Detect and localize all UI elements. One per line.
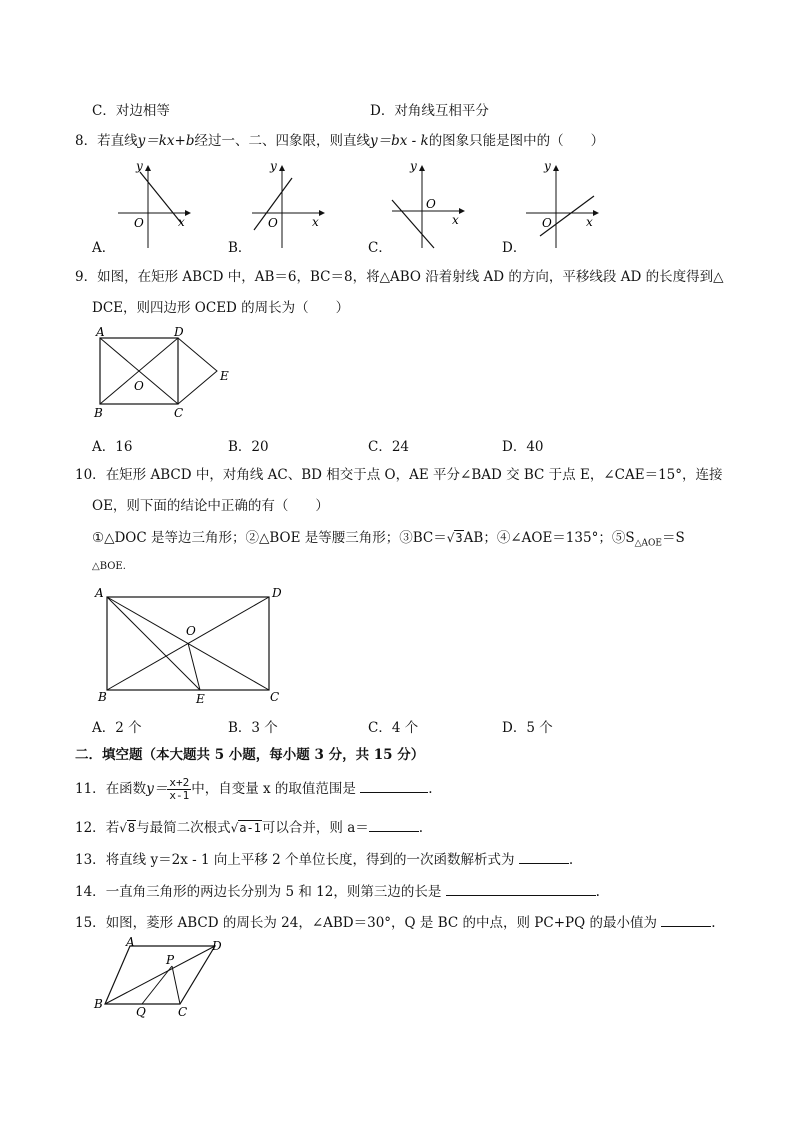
q8-option-c: C． bbox=[368, 240, 392, 256]
q15: 15．如图，菱形 ABCD 的周长为 24，∠ABD＝30°，Q 是 BC 的中点，则 PC+PQ 的最小值为 . bbox=[75, 915, 716, 931]
q9-figure bbox=[92, 325, 242, 423]
answer-blank[interactable] bbox=[446, 883, 596, 896]
label-b: B bbox=[98, 690, 107, 704]
axis-x-label: x bbox=[452, 213, 459, 227]
label-a: A bbox=[96, 325, 105, 339]
q8-stem: 8．若直线y＝kx+b经过一、二、四象限，则直线y＝bx - k的图象只能是图中的（ ） bbox=[75, 133, 605, 149]
q9-number: 9． bbox=[75, 269, 98, 285]
q9-stem-line1: 9．如图，在矩形 ABCD 中，AB＝6，BC＝8，将△ABO 沿着射线 AD 的方向，平移线段 AD 的长度得到△ bbox=[75, 269, 724, 285]
axis-x-label: x bbox=[178, 215, 185, 229]
q9-option-a: A．16 bbox=[92, 439, 133, 455]
origin-label: O bbox=[134, 216, 144, 230]
label-e: E bbox=[220, 369, 229, 383]
label-o: O bbox=[186, 624, 196, 638]
label-b: B bbox=[94, 406, 103, 420]
answer-blank[interactable] bbox=[369, 819, 419, 832]
segment-oe bbox=[188, 643, 200, 690]
triangle-dce-sides bbox=[178, 338, 217, 404]
q13: 13．将直线 y＝2x - 1 向上平移 2 个单位长度，得到的一次函数解析式为 . bbox=[75, 852, 574, 868]
q10-stem-line2: OE，则下面的结论中正确的有（ ） bbox=[92, 498, 329, 514]
answer-blank[interactable] bbox=[360, 780, 428, 793]
label-d: D bbox=[212, 939, 222, 953]
q9-stem-line2: DCE，则四边形 OCED 的周长为（ ） bbox=[92, 300, 350, 316]
fraction: $\frac{x+2}{x-1}$ bbox=[169, 776, 190, 802]
q8-graph-b bbox=[244, 158, 334, 253]
q14: 14．一直角三角形的两边长分别为 5 和 12，则第三边的长是 . bbox=[75, 884, 600, 900]
label-a: A bbox=[95, 586, 104, 600]
q9-option-b: B．20 bbox=[228, 439, 269, 455]
q8-graph-a bbox=[110, 158, 200, 253]
q7-option-c: C．对边相等 bbox=[92, 103, 170, 119]
label-a: A bbox=[126, 935, 135, 949]
q15-figure bbox=[90, 936, 240, 1021]
q10-option-a: A．2 个 bbox=[92, 720, 142, 736]
q10-option-d: D．5 个 bbox=[502, 720, 553, 736]
origin-label: O bbox=[426, 197, 436, 211]
label-d: D bbox=[272, 586, 282, 600]
q10-option-c: C．4 个 bbox=[368, 720, 419, 736]
q9-option-c: C．24 bbox=[368, 439, 410, 455]
q10-statements-cont: △BOE. bbox=[92, 561, 126, 572]
axis-y-label: y bbox=[410, 159, 417, 173]
axis-y-label: y bbox=[136, 159, 143, 173]
q8-option-b: B． bbox=[228, 240, 252, 256]
q8-option-a: A． bbox=[92, 240, 116, 256]
q10-statements: ①△DOC 是等边三角形；②△BOE 是等腰三角形；③BC＝√3AB；④∠AOE＝135°；$⑤S_{\triangle AOE}=S$ bbox=[92, 530, 685, 549]
q10-figure bbox=[92, 585, 292, 710]
q8-graph-c bbox=[384, 158, 474, 253]
label-d: D bbox=[174, 325, 184, 339]
segment-ae bbox=[107, 597, 200, 690]
origin-label: O bbox=[268, 216, 278, 230]
answer-blank[interactable] bbox=[661, 914, 711, 927]
axis-y-label: y bbox=[270, 159, 277, 173]
q10-option-b: B．3 个 bbox=[228, 720, 278, 736]
label-c: C bbox=[178, 1005, 188, 1019]
q8-graph-d bbox=[518, 158, 608, 253]
q8-number: 8． bbox=[75, 133, 98, 149]
diagonal-bd bbox=[105, 946, 215, 1004]
label-q: Q bbox=[136, 1005, 146, 1019]
section-2-title: 二．填空题（本大题共 5 小题，每小题 3 分，共 15 分） bbox=[75, 747, 425, 763]
segment-pq bbox=[142, 966, 172, 1004]
q8-option-d: D． bbox=[502, 240, 527, 256]
axis-x-label: x bbox=[312, 215, 319, 229]
axis-x-label: x bbox=[586, 215, 593, 229]
label-o: O bbox=[134, 379, 144, 393]
q11: 11．在函数y＝ $\frac{x+2}{x-1}$ 中，自变量 x 的取值范围是 . bbox=[75, 776, 433, 802]
q12: 12．若√8与最简二次根式√a-1可以合并，则 a＝ . bbox=[75, 820, 424, 836]
label-b: B bbox=[94, 997, 103, 1011]
q10-number: 10． bbox=[75, 467, 106, 483]
graph-line bbox=[140, 172, 182, 224]
label-p: P bbox=[166, 953, 175, 967]
label-e: E bbox=[196, 692, 205, 706]
q7-option-d: D．对角线互相平分 bbox=[370, 103, 489, 119]
origin-label: O bbox=[542, 216, 552, 230]
q9-option-d: D．40 bbox=[502, 439, 544, 455]
label-c: C bbox=[270, 690, 280, 704]
segment-pc bbox=[172, 966, 180, 1004]
label-c: C bbox=[174, 406, 184, 420]
q10-stem-line1: 10．在矩形 ABCD 中，对角线 AC、BD 相交于点 O，AE 平分∠BAD 交 BC 于点 E，∠CAE＝15°，连接 bbox=[75, 467, 723, 483]
axis-y-label: y bbox=[544, 159, 551, 173]
answer-blank[interactable] bbox=[519, 851, 569, 864]
